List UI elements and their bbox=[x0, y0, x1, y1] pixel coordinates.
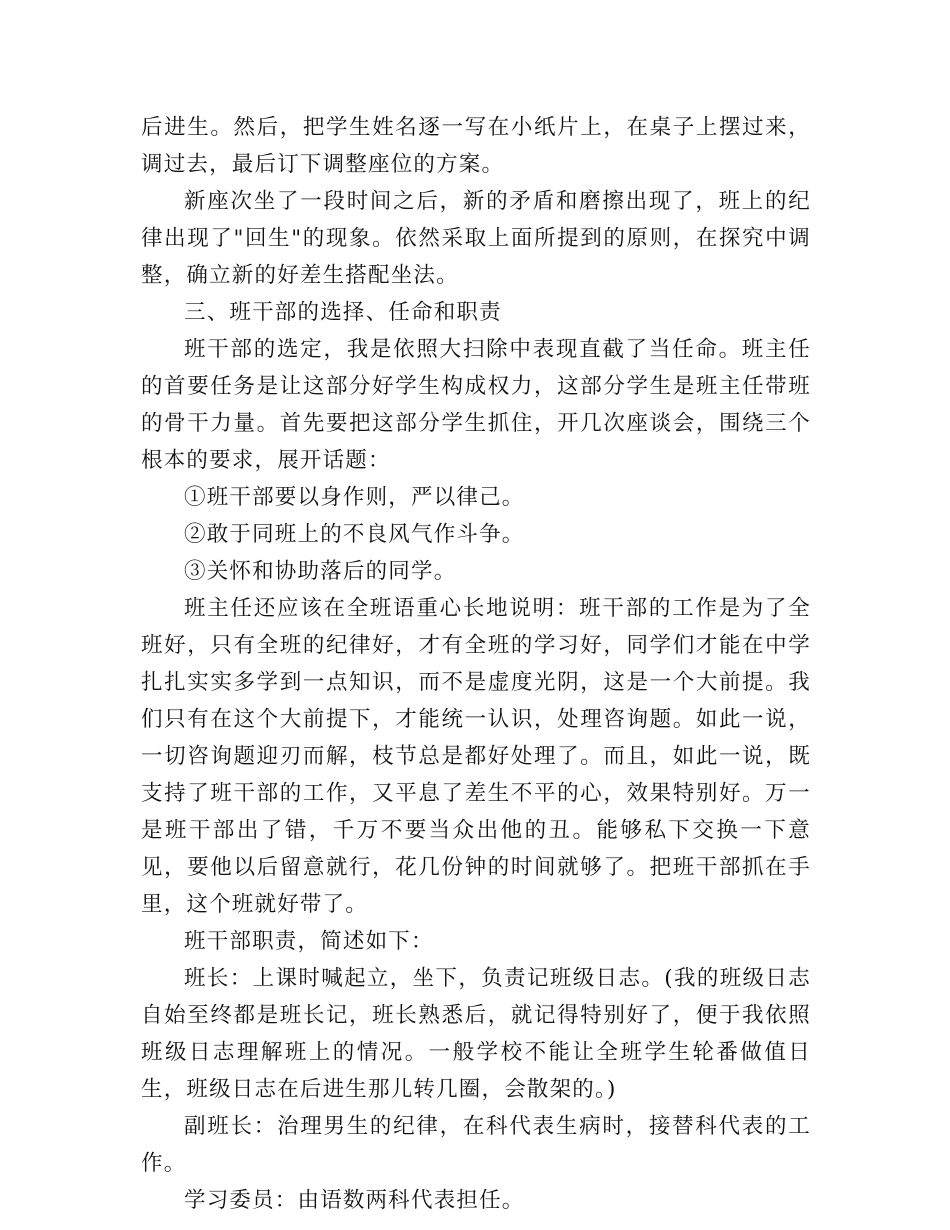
list-item-2: ②敢于同班上的不良风气作斗争。 bbox=[184, 522, 525, 547]
section-heading: 三、班干部的选择、任命和职责 bbox=[184, 300, 502, 325]
paragraph-4: 班主任还应该在全班语重心长地说明：班干部的工作是为了全班好，只有全班的纪律好，才有全班的学习好，同学们才能在中学扎扎实实多学到一点知识，而不是虚度光阴，这是一个大前提。我们只有在这个大前提下，才能统一认识，处理咨询题。如此一说，一切咨询题迎刃而解，枝节总是都好处理了。而且，如此一说，既支持了班干部的工作，又平息了差生不平的心，效果特别好。万一是班干部出了错，千万不要当众出他的丑。能够私下交换一下意见，要他以后留意就行，花几份钟的时间就够了。把班干部抓在手里，这个班就好带了。 bbox=[141, 596, 811, 917]
list-item-1: ①班干部要以身作则，严以律己。 bbox=[184, 485, 525, 510]
list-item-3: ③关怀和协助落后的同学。 bbox=[184, 559, 457, 584]
paragraph-6: 班长：上课时喊起立，坐下，负责记班级日志。(我的班级日志自始至终都是班长记，班长熟悉后，就记得特别好了，便于我依照班级日志理解班上的情况。一般学校不能让全班学生轮番做值日生，班级日志在后进生那儿转几圈，会散架的。) bbox=[141, 966, 811, 1102]
paragraph-3: 班干部的选定，我是依照大扫除中表现直截了当任命。班主任的首要任务是让这部分好学生构成权力，这部分学生是班主任带班的骨干力量。首先要把这部分学生抓住，开几次座谈会，围绕三个根本的要求，展开话题： bbox=[141, 337, 811, 473]
document-body bbox=[141, 109, 811, 1219]
paragraph-8: 学习委员：由语数两科代表担任。 bbox=[184, 1188, 525, 1213]
paragraph-5: 班干部职责，简述如下： bbox=[184, 929, 434, 954]
paragraph-1: 后进生。然后，把学生姓名逐一写在小纸片上，在桌子上摆过来，调过去，最后订下调整座位的方案。 bbox=[141, 115, 811, 177]
paragraph-7: 副班长：治理男生的纪律，在科代表生病时，接替科代表的工作。 bbox=[141, 1114, 811, 1176]
paragraph-2: 新座次坐了一段时间之后，新的矛盾和磨擦出现了，班上的纪律出现了"回生"的现象。依然采取上面所提到的原则，在探究中调整，确立新的好差生搭配坐法。 bbox=[141, 189, 811, 288]
